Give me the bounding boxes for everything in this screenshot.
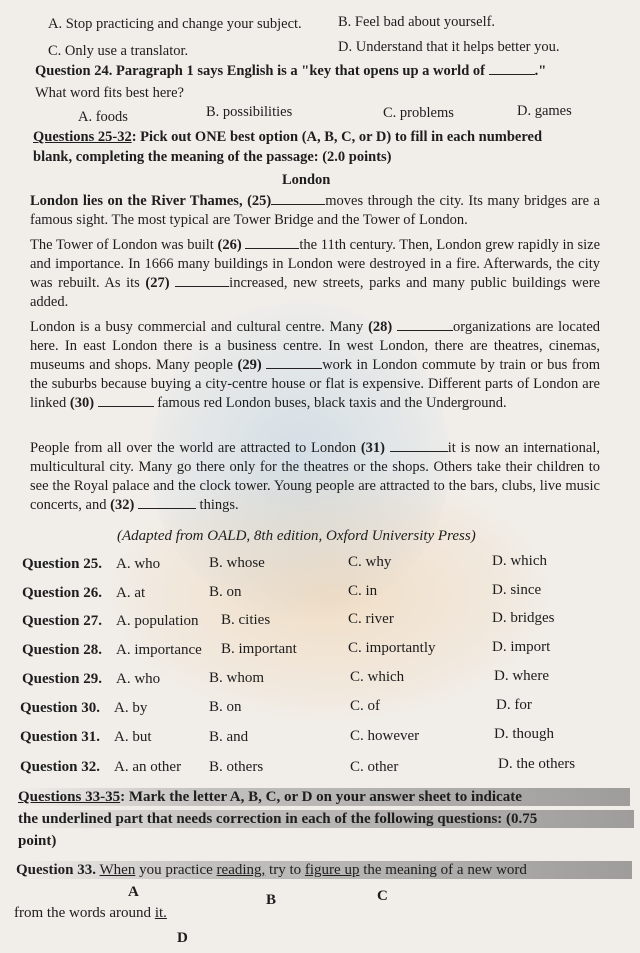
q23-option-b: B. Feel bad about yourself.	[338, 14, 496, 30]
section-33-35-line2: the underlined part that needs correction in each of the following questions: (0.75	[18, 810, 634, 828]
p4-s2: it is now an international, multicultural city. Many go there only for the theatres or the shops. Others take their children to see the Royal palace and the clock tower. Young people are attracted to the bars, clubs, live music concerts, and	[30, 440, 601, 513]
q33-sentence	[16, 861, 632, 879]
q33-label: Question 33.	[16, 862, 97, 878]
blank-30	[98, 394, 154, 407]
q30-option-c: C. of	[350, 698, 380, 714]
p2-s2: the 11th century. Then, London grew rapidly in size and importance. In 1666 many buildings in London were destroyed in a fire. Afterwards, the city was rebuilt. As its	[30, 237, 601, 291]
blank-number-27: (27)	[145, 275, 170, 291]
blank-27	[175, 274, 229, 287]
q29-option-d: D. where	[494, 668, 549, 684]
q23-option-c: C. Only use a translator.	[48, 43, 189, 59]
section-25-32-title: Questions 25-32	[33, 129, 132, 145]
q24-line2: What word fits best here?	[35, 85, 184, 101]
q27-option-b: B. cities	[221, 612, 271, 628]
q31-option-c: C. however	[350, 728, 420, 744]
q33-letter-c: C	[377, 888, 388, 904]
q33-line2	[14, 904, 167, 922]
p2-s1: The Tower of London was built	[30, 237, 214, 253]
q25-option-d: D. which	[492, 553, 547, 569]
q28-label: Question 28.	[22, 642, 103, 658]
q24-option-b: B. possibilities	[206, 104, 293, 120]
section-33-35-instruction	[18, 788, 630, 806]
blank-31	[390, 439, 448, 452]
q29-option-c: C. which	[350, 669, 405, 685]
blank-28	[397, 318, 453, 331]
q27-option-d: D. bridges	[492, 610, 555, 626]
q24-option-c: C. problems	[383, 105, 454, 121]
q23-option-d: D. Understand that it helps better you.	[338, 39, 560, 55]
q28-option-a: A. importance	[116, 642, 202, 658]
passage-paragraph-1	[30, 192, 600, 230]
blank-number-32: (32)	[110, 497, 135, 513]
q31-option-a: A. but	[114, 729, 152, 745]
q24-prefix: Question 24. Paragraph 1 says English is a "key that opens up a world of	[35, 63, 485, 79]
q32-option-a: A. an other	[114, 759, 182, 775]
q31-label: Question 31.	[20, 729, 101, 745]
q30-label: Question 30.	[20, 700, 101, 716]
section-33-35-title: Questions 33-35	[18, 789, 121, 805]
blank-number-30: (30)	[69, 395, 95, 411]
q28-option-d: D. import	[492, 639, 551, 655]
q24-blank	[489, 62, 535, 75]
q33-underlined-a: When	[99, 862, 136, 878]
q23-option-a: A. Stop practicing and change your subject.	[48, 16, 302, 32]
passage-heading: London	[282, 172, 331, 188]
q24-option-a: A. foods	[78, 109, 128, 125]
q26-option-a: A. at	[116, 585, 146, 601]
section-33-35-line3: point)	[18, 833, 57, 849]
p1-s1: London lies on the River Thames,	[30, 193, 243, 209]
p3-s2: organizations are located here. In east London there is a business centre. In west London, there are theatres, cinemas, museums and shops. Many people	[30, 319, 601, 373]
q26-option-b: B. on	[209, 584, 242, 600]
section-25-32-rest: : Pick out ONE best option (A, B, C, or D) to fill in each numbered	[131, 129, 543, 145]
q26-label: Question 26.	[22, 585, 103, 601]
p3-s3: work in London commute by train or bus from the suburbs because buying a city-centre house or flat is expensive. Different parts of London are linked	[30, 357, 601, 411]
p4-s1: People from all over the world are attracted to London	[30, 440, 357, 456]
q33-text-2: try to	[269, 862, 302, 878]
q33-text-4: from the words around	[14, 905, 152, 921]
q26-option-c: C. in	[348, 583, 378, 599]
q24-suffix: ."	[534, 63, 547, 79]
p1-s2: moves through the city. Its many bridges are a famous sight. The most typical are Tower Bridge and the Tower of London.	[30, 193, 600, 228]
q28-option-c: C. importantly	[348, 640, 436, 656]
q32-option-d: D. the others	[498, 756, 576, 772]
blank-number-26: (26)	[217, 237, 242, 253]
passage-source: (Adapted from OALD, 8th edition, Oxford University Press)	[117, 528, 476, 544]
q26-option-d: D. since	[492, 582, 542, 598]
p2-s3: increased, new streets, parks and many public buildings were added.	[30, 275, 601, 310]
blank-25	[271, 192, 325, 205]
q25-option-a: A. who	[116, 556, 161, 572]
q33-text-1: you practice	[139, 862, 213, 878]
section-25-32-line2: blank, completing the meaning of the passage: (2.0 points)	[33, 149, 392, 165]
passage-paragraph-3	[30, 318, 600, 413]
p3-s1: London is a busy commercial and cultural centre. Many	[30, 319, 364, 335]
section-33-35-rest: : Mark the letter A, B, C, or D on your answer sheet to indicate	[120, 789, 522, 805]
q33-underlined-c: figure up	[304, 862, 360, 878]
q30-option-a: A. by	[114, 700, 148, 716]
blank-32	[138, 496, 196, 509]
q25-label: Question 25.	[22, 556, 103, 572]
blank-number-29: (29)	[237, 357, 262, 373]
q27-option-a: A. population	[116, 613, 199, 629]
q30-option-d: D. for	[496, 697, 532, 713]
passage-paragraph-2	[30, 236, 600, 312]
q24-option-d: D. games	[517, 103, 572, 119]
q30-option-b: B. on	[209, 699, 242, 715]
passage-paragraph-4	[30, 439, 600, 515]
section-25-32-instruction	[33, 128, 542, 146]
blank-number-25: (25)	[247, 193, 272, 209]
blank-29	[266, 356, 322, 369]
blank-number-31: (31)	[360, 440, 386, 456]
q33-letter-a: A	[128, 884, 139, 900]
blank-number-28: (28)	[368, 319, 393, 335]
q27-option-c: C. river	[348, 611, 394, 627]
blank-26	[245, 236, 299, 249]
q32-option-b: B. others	[209, 759, 264, 775]
q31-option-b: B. and	[209, 729, 249, 745]
q32-option-c: C. other	[350, 759, 399, 775]
q25-option-c: C. why	[348, 554, 392, 570]
q25-option-b: B. whose	[209, 555, 265, 571]
q33-letter-b: B	[266, 892, 277, 908]
q31-option-d: D. though	[494, 726, 554, 742]
q24-stem	[35, 62, 546, 80]
p3-s4: famous red London buses, black taxis and the Underground.	[157, 395, 507, 411]
q28-option-b: B. important	[221, 641, 297, 657]
q27-label: Question 27.	[22, 613, 103, 629]
q33-letter-d: D	[177, 930, 188, 946]
q29-option-b: B. whom	[209, 670, 265, 686]
q29-option-a: A. who	[116, 671, 161, 687]
q29-label: Question 29.	[22, 671, 103, 687]
p4-s3: things.	[199, 497, 239, 513]
q32-label: Question 32.	[20, 759, 101, 775]
q33-underlined-d: it.	[154, 905, 167, 921]
q33-underlined-b: reading,	[216, 862, 266, 878]
q33-text-3: the meaning of a new word	[363, 862, 527, 878]
